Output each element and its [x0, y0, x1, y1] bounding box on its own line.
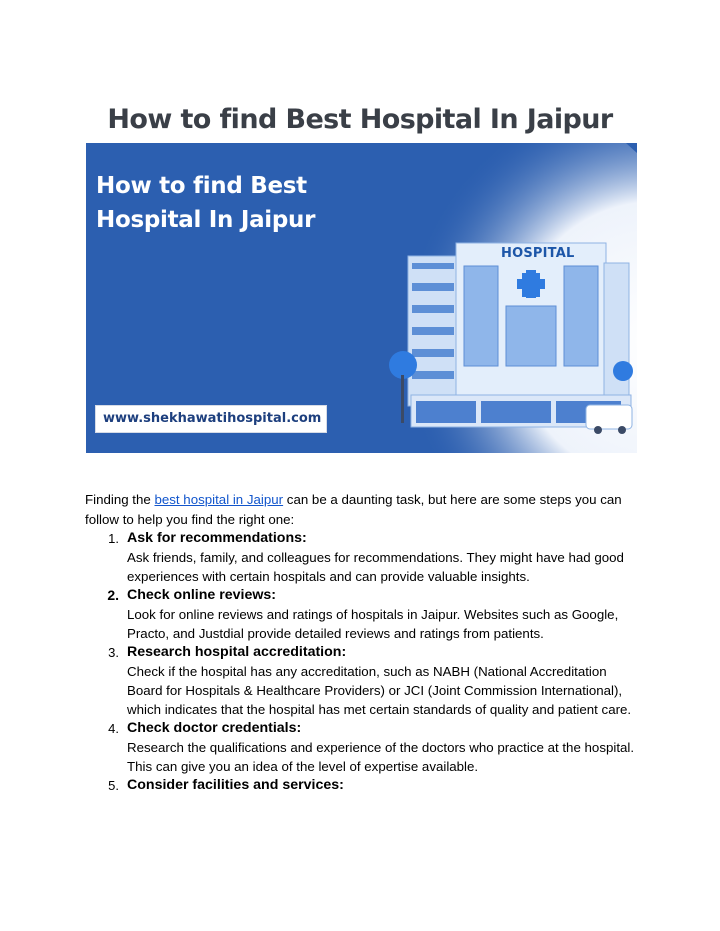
- steps-list: [85, 529, 645, 795]
- step-title: Consider facilities and services:: [127, 777, 344, 793]
- banner-heading-line-2: Hospital In Jaipur: [96, 207, 316, 233]
- step-title: Check online reviews:: [127, 587, 277, 603]
- step-title: Ask for recommendations:: [127, 530, 307, 546]
- best-hospital-link[interactable]: best hospital in Jaipur: [154, 492, 284, 507]
- list-item: [85, 529, 645, 586]
- step-number: 5.: [108, 778, 119, 793]
- step-number: 1.: [108, 531, 119, 546]
- step-number: 2.: [107, 587, 119, 603]
- list-item: [85, 643, 645, 719]
- list-item: [85, 776, 645, 795]
- intro-text-end: can be a daunting task, but here are some steps you can follow to help you find the right one:: [85, 492, 622, 527]
- step-number: 3.: [108, 645, 119, 660]
- step-body: Look for online reviews and ratings of hospitals in Jaipur. Websites such as Google, Practo, and Justdial provide detailed reviews and ratings from patients.: [127, 607, 619, 641]
- article-body: [85, 490, 645, 795]
- step-body: Research the qualifications and experience of the doctors who practice at the hospital. This can give you an idea of the level of expertise available.: [127, 740, 635, 774]
- intro-text-start: Finding the: [85, 492, 155, 507]
- intro-paragraph: [85, 490, 645, 529]
- hospital-sign: HOSPITAL: [501, 246, 575, 261]
- step-body: Check if the hospital has any accreditation, such as NABH (National Accreditation Board for Hospitals & Healthcare Providers) or JCI (Joint Commission International), which indicates that the hospital has met certain standards of quality and patient care.: [127, 664, 632, 717]
- banner-heading-line-1: How to find Best: [96, 173, 307, 199]
- step-title: Research hospital accreditation:: [127, 644, 347, 660]
- step-title: Check doctor credentials:: [127, 720, 302, 736]
- step-body: Ask friends, family, and colleagues for recommendations. They might have had good experiences with certain hospitals and can provide valuable insights.: [127, 550, 624, 584]
- banner-website-url: www.shekhawatihospital.com: [95, 405, 327, 433]
- list-item: [85, 719, 645, 776]
- page-title: How to find Best Hospital In Jaipur: [107, 104, 613, 136]
- hero-banner-image: [86, 143, 637, 453]
- step-number: 4.: [108, 721, 119, 736]
- banner-heading: [96, 169, 315, 237]
- list-item: [85, 586, 645, 643]
